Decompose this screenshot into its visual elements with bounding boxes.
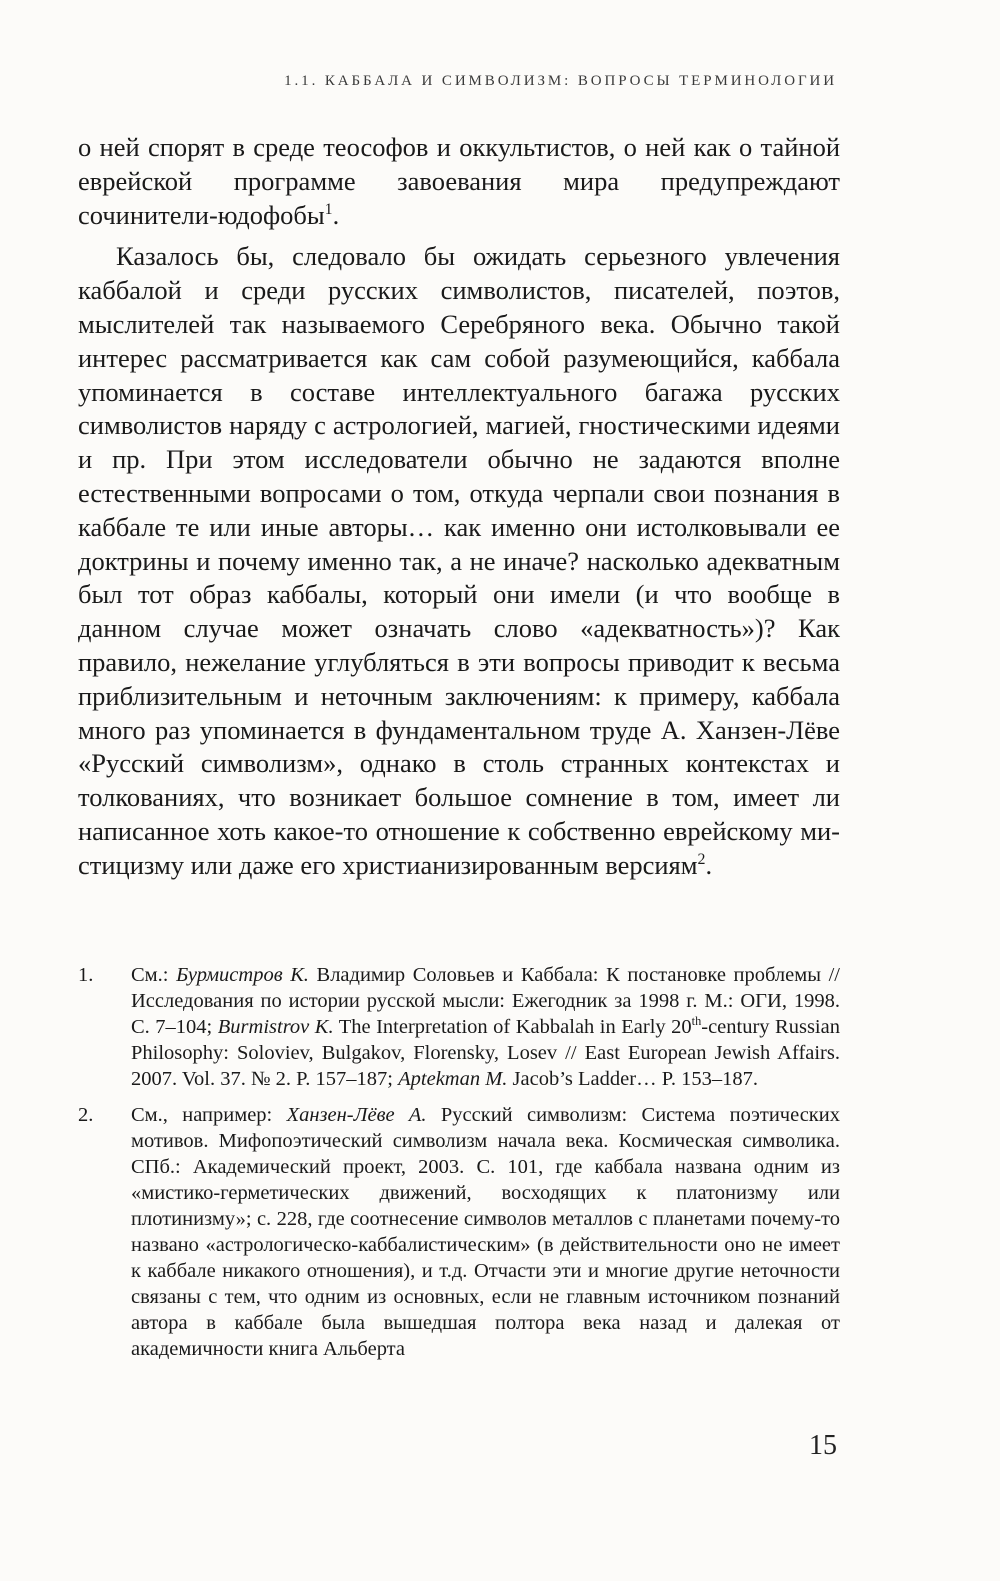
paragraph-1-text: о ней спорят в среде теософов и оккультистов, о ней как о тайной еврейской программе завоевания мира предупреждают сочинители-юдофобы	[78, 132, 840, 230]
footnote-ref-1[interactable]: 1	[324, 200, 333, 218]
paragraph-1-end: .	[332, 199, 340, 230]
footnote-2	[78, 1102, 840, 1362]
footnote-text: Jacob’s Ladder… P. 153–187.	[507, 1068, 758, 1090]
footnote-ref-2[interactable]: 2	[697, 850, 706, 868]
footnote-text: Владимир Соловьев и Каббала: К постановке проблемы // Исследования по истории русской мысли: Ежегодник за 1998 г. М.: ОГИ, 1998. С. 7–104;	[131, 964, 840, 1038]
footnote-text: См., например:	[131, 1104, 287, 1126]
running-header: 1.1. КАББАЛА И СИМВОЛИЗМ: ВОПРОСЫ ТЕРМИНОЛОГИИ	[284, 73, 837, 89]
paragraph-2-end: .	[705, 849, 713, 880]
author-name: Burmistrov K.	[217, 1016, 334, 1038]
body-text	[78, 131, 840, 883]
author-name: Ханзен-Лёве А.	[286, 1104, 427, 1126]
ordinal-suffix: th	[691, 1014, 702, 1029]
footnote-text: The Interpretation of Kabbalah in Early 20	[333, 1016, 692, 1038]
author-name: Aptekman M.	[398, 1068, 508, 1090]
paragraph-1	[78, 131, 840, 232]
paragraph-2	[78, 240, 840, 882]
footnotes	[78, 962, 840, 1372]
footnote-text: Русский символизм: Система поэтических мотивов. Мифопоэтический символизм начала века. Космическая символика. СПб.: Академический проект, 2003. С. 101, где каббала названа одним из «мистико-герметических движений, восходящих к платонизму или плотинизму»; с. 228, где соотнесение символов металлов с планетами почему-то названо «астрологическо-каббалистическим» (в действительности оно не имеет к каббале никакого отношения), и т.д. Отчасти эти и многие другие неточности связаны с тем, что одним из основных, если не главным источником познаний автора в каббале была вышедшая полтора века назад и далекая от академичности книга Альберта	[131, 1104, 840, 1360]
paragraph-2-text: Казалось бы, следовало бы ожидать серьезного увлечения каббалой и среди русских символистов, писателей, поэтов, мыслителей так называемого Серебряного века. Обычно такой интерес рассматривается как сам собой разумеющийся, каббала упоминается в составе интеллектуального багажа русских символистов наряду с астрологией, магией, гностическими идеями и пр. При этом исследователи обычно не задаются вполне естественными вопросами о том, откуда черпали свои познания в каббале те или иные авторы… как именно они истолковывали ее доктрины и почему именно так, а не иначе? насколько адекватным был тот образ каббалы, который они имели (и что вообще в данном случае может означать слово «адекватность»)? Как правило, нежелание углубляться в эти вопросы приводит к весьма приблизительным и неточным заключениям: к примеру, каббала много раз упоминается в фундаментальном труде А. Ханзен-Лёве «Русский символизм», однако в столь странных контекстах и толкованиях, что возникает большое сомнение в том, имеет ли написанное хоть какое-то отношение к собственно еврейскому мистицизму или даже его христианизированным версиям	[78, 241, 840, 880]
footnote-1	[78, 962, 840, 1092]
footnote-text: -century Russian Philosophy: Soloviev, Bulgakov, Florensky, Losev // East European Jewish Affairs. 2007. Vol. 37. № 2. P. 157–187;	[131, 1016, 840, 1090]
footnote-number: 2.	[78, 1104, 94, 1126]
footnote-number: 1.	[78, 964, 94, 986]
author-name: Бурмистров К.	[176, 964, 309, 986]
page-number: 15	[809, 1430, 837, 1461]
footnote-text: См.:	[131, 964, 177, 986]
